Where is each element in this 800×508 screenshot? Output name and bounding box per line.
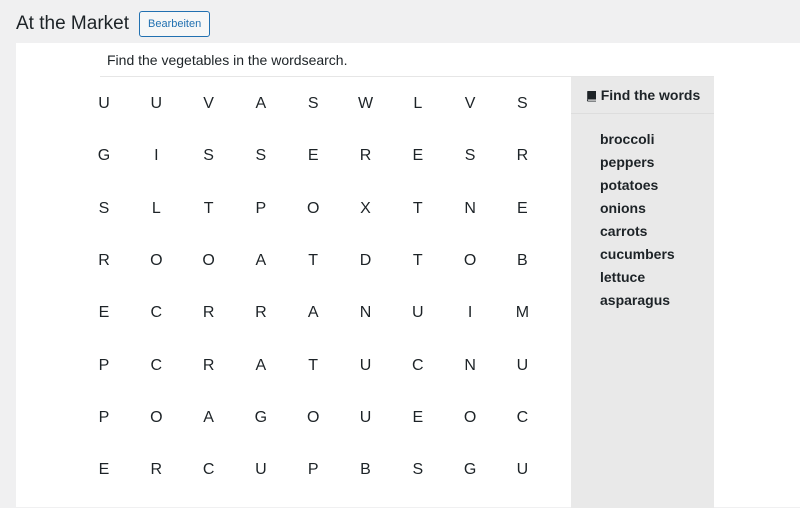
grid-cell[interactable]: A — [255, 356, 267, 374]
grid-cell[interactable]: P — [255, 199, 267, 217]
grid-cell[interactable]: R — [202, 356, 215, 374]
grid-cell[interactable]: V — [464, 95, 476, 112]
grid-cell[interactable]: L — [413, 95, 423, 112]
word-item: peppers — [600, 154, 655, 170]
grid-cell[interactable]: S — [464, 147, 476, 165]
grid-cell[interactable]: P — [98, 408, 110, 426]
grid-cell[interactable]: P — [98, 356, 110, 374]
word-item: cucumbers — [600, 246, 675, 262]
book-icon — [585, 89, 597, 101]
grid-cell[interactable]: O — [463, 251, 477, 269]
grid-cell[interactable]: C — [516, 408, 529, 426]
grid-cell[interactable]: E — [98, 304, 110, 322]
grid-cell[interactable]: U — [359, 356, 372, 374]
grid-cell[interactable]: S — [255, 147, 267, 165]
wordsearch-puzzle — [97, 76, 714, 508]
grid-cell[interactable]: U — [516, 356, 529, 374]
puzzle-instruction: Find the vegetables in the wordsearch. — [107, 52, 348, 68]
word-item: carrots — [600, 223, 648, 239]
grid-cell[interactable]: L — [151, 199, 161, 217]
word-item: onions — [600, 200, 646, 216]
grid-cell[interactable]: A — [203, 408, 214, 426]
grid-cell[interactable]: I — [154, 147, 159, 165]
grid-cell[interactable]: C — [202, 461, 215, 479]
grid-cell[interactable]: S — [98, 199, 110, 217]
grid-cell[interactable]: S — [517, 95, 528, 112]
grid-cell[interactable]: T — [308, 251, 319, 269]
grid-cell[interactable]: T — [412, 199, 423, 217]
grid-cell[interactable]: O — [306, 199, 320, 217]
word-item: asparagus — [600, 292, 671, 308]
grid-cell[interactable]: A — [307, 304, 319, 322]
word-item: broccoli — [600, 131, 655, 147]
grid-cell[interactable]: R — [359, 147, 372, 165]
grid-cell[interactable]: O — [150, 408, 163, 426]
grid-cell[interactable]: D — [359, 251, 372, 269]
grid-cell[interactable]: V — [203, 95, 214, 112]
grid-cell[interactable]: U — [150, 95, 163, 112]
content-area — [16, 43, 800, 507]
grid-cell[interactable]: T — [308, 356, 319, 374]
page-header — [16, 11, 210, 37]
grid-cell[interactable]: O — [150, 251, 163, 269]
grid-cell[interactable]: T — [412, 251, 423, 269]
grid-cell[interactable]: U — [516, 461, 529, 479]
grid-cell[interactable]: O — [202, 251, 215, 269]
grid-cell[interactable]: E — [412, 147, 424, 165]
grid-cell[interactable]: W — [357, 95, 374, 112]
grid-cell[interactable]: R — [202, 304, 215, 322]
grid-cell[interactable]: U — [98, 95, 110, 112]
grid-cell[interactable]: E — [412, 408, 424, 426]
grid-cell[interactable]: C — [150, 304, 163, 322]
grid-cell[interactable]: N — [359, 304, 372, 322]
grid-cell[interactable]: E — [98, 461, 110, 479]
grid-cell[interactable]: E — [307, 147, 319, 165]
words-list — [571, 114, 714, 312]
grid-cell[interactable]: R — [98, 251, 110, 269]
grid-cell[interactable]: U — [255, 461, 267, 479]
grid-cell[interactable]: S — [307, 95, 319, 112]
grid-cell[interactable]: P — [307, 461, 319, 479]
grid-cell[interactable]: B — [360, 461, 371, 479]
grid-cell[interactable]: S — [203, 147, 214, 165]
word-item: potatoes — [600, 177, 659, 193]
page-title: At the Market — [16, 13, 129, 34]
letter-grid — [97, 77, 572, 508]
grid-cell[interactable]: S — [412, 461, 424, 479]
word-item: lettuce — [600, 269, 646, 285]
edit-button[interactable]: Bearbeiten — [139, 11, 210, 37]
grid-cell[interactable]: O — [463, 408, 477, 426]
grid-cell[interactable]: G — [254, 408, 268, 426]
grid-cell[interactable]: X — [360, 199, 371, 217]
grid-cell[interactable]: R — [516, 147, 529, 165]
grid-cell[interactable]: G — [463, 461, 477, 479]
grid-cell[interactable]: U — [359, 408, 372, 426]
grid-cell[interactable]: A — [255, 251, 267, 269]
words-panel-title: Find the words — [600, 87, 701, 103]
grid-cell[interactable]: N — [464, 356, 476, 374]
words-panel-header — [571, 77, 714, 114]
grid-cell[interactable]: E — [517, 199, 528, 217]
grid-cell[interactable]: T — [203, 199, 214, 217]
grid-cell[interactable]: R — [150, 461, 163, 479]
grid-cell[interactable]: I — [467, 304, 473, 322]
grid-cell[interactable]: R — [255, 304, 267, 322]
grid-cell[interactable]: O — [306, 408, 320, 426]
words-panel — [571, 77, 714, 508]
grid-cell[interactable]: A — [255, 95, 267, 112]
grid-cell[interactable]: C — [150, 356, 163, 374]
grid-cell[interactable]: C — [412, 356, 424, 374]
grid-cell[interactable]: N — [464, 199, 476, 217]
grid-cell[interactable]: M — [515, 304, 530, 322]
grid-cell[interactable]: B — [517, 251, 528, 269]
grid-cell[interactable]: U — [412, 304, 424, 322]
grid-cell[interactable]: G — [97, 147, 111, 165]
